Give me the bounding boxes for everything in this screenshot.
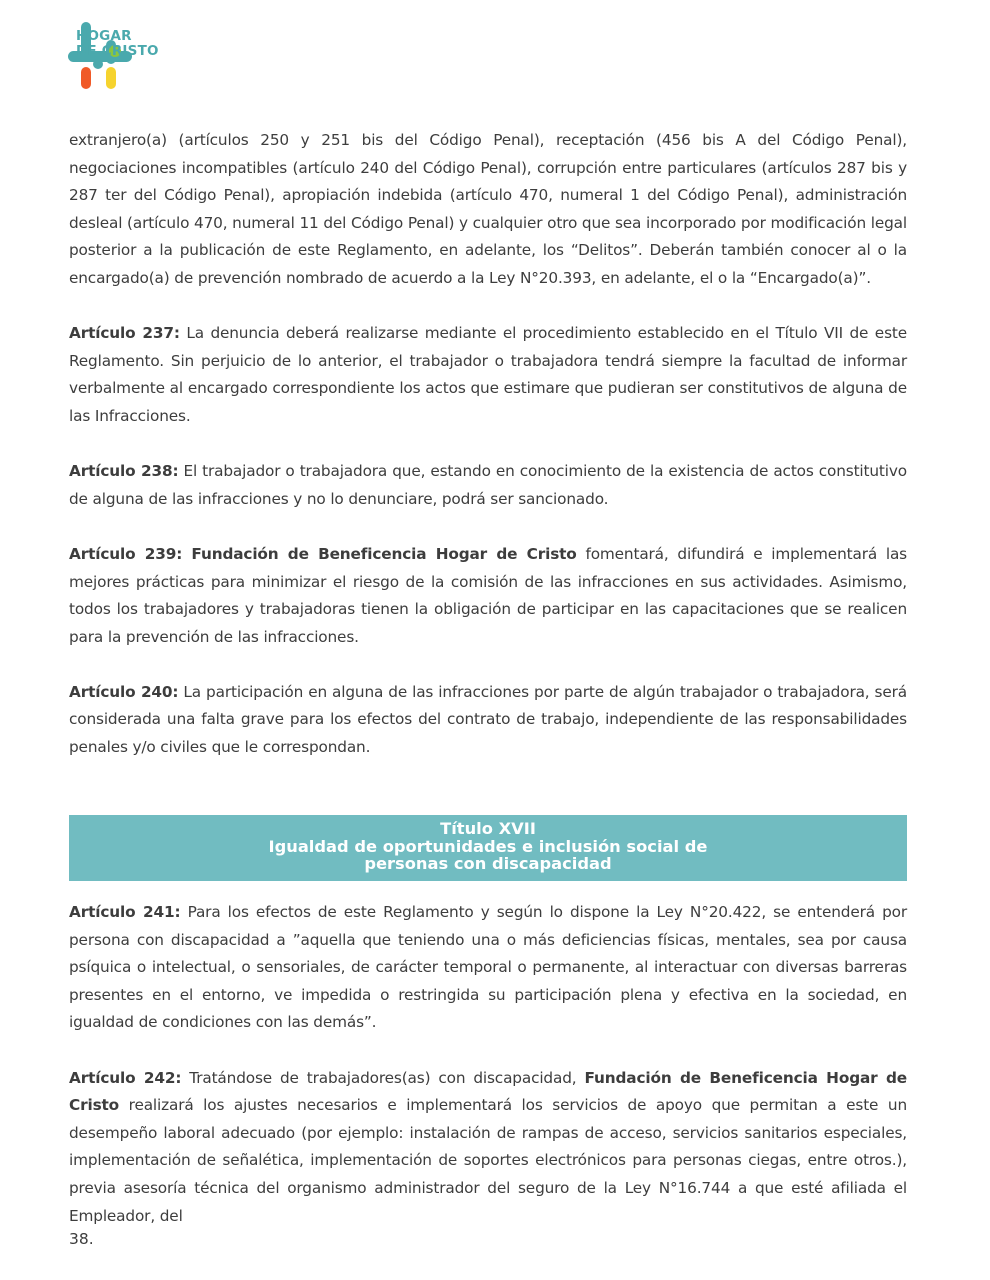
article-text: Para los efectos de este Reglamento y según lo dispone la Ley N°20.422, se entenderá por persona con discapacidad a ”aquella que teniendo una o más deficiencias físicas, mentales, sea por causa psíquica o intelectual, o sensoriales, de carácter temporal o permanente, al interactuar con diversas barreras presentes en el entorno, ve impedida o restringida su participación plena y efectiva en la sociedad, en igualdad de condiciones con las demás”. — [69, 903, 907, 1032]
article-label: Artículo 237: — [69, 324, 180, 343]
article-label: Artículo 239: Fundación de Beneficencia Hogar de Cristo — [69, 544, 577, 563]
article-239 — [69, 541, 907, 651]
article-text: La participación en alguna de las infracciones por parte de algún trabajador o trabajadora, será considerada una falta grave para los efectos del contrato de trabajo, independiente de las responsabilidades penales y/o civiles que le correspondan. — [69, 682, 907, 757]
title-line-2: Igualdad de oportunidades e inclusión social de — [268, 836, 708, 856]
title-number: Título XVII — [440, 819, 536, 838]
article-label: Artículo 240: — [69, 682, 179, 701]
article-242 — [69, 1065, 907, 1231]
article-label: Artículo 241: — [69, 903, 181, 921]
article-text: Tratándose de trabajadores(as) con discapacidad, — [181, 1068, 585, 1087]
title-line-3: personas con discapacidad — [364, 854, 612, 874]
article-text: extranjero(a) (artículos 250 y 251 bis del Código Penal), receptación (456 bis A del Código Penal), negociaciones incompatibles (artículo 240 del Código Penal), corrupción entre particulares (artículos 287 bis y 287 ter del Código Penal), apropiación indebida (artículo 470, numeral 1 del Código Penal), administración desleal (artículo 470, numeral 11 del Código Penal) y cualquier otro que sea incorporado por modificación legal posterior a la publicación de este Reglamento, en adelante, los “Delitos”. Deberán también conocer al o la encargado(a) de prevención nombrado de acuerdo a la Ley N°20.393, en adelante, el o la “Encargado(a)”. — [69, 131, 907, 287]
article-text: La denuncia deberá realizarse mediante el procedimiento establecido en el Título VII de este Reglamento. Sin perjuicio de lo anterior, el trabajador o trabajadora tendrá siempre la facultad de informar verbalmente al encargado correspondiente los actos que estimare que pudieran ser constitutivos de alguna de las Infracciones. — [69, 324, 908, 425]
article-label: Artículo 242: — [69, 1068, 182, 1087]
article-237 — [69, 320, 907, 430]
article-text: El trabajador o trabajadora que, estando en conocimiento de la existencia de actos constitutivo de alguna de las infracciones y no lo denunciare, podrá ser sancionado. — [69, 462, 907, 508]
article-text: fomentará, difundirá e implementará las mejores prácticas para minimizar el riesgo de la comisión de las infracciones en sus actividades. Asimismo, todos los trabajadores y trabajadoras tienen la obligación de participar en las capacitaciones que se realicen para la prevención de las infracciones. — [69, 544, 907, 646]
page-number: 38. — [69, 1230, 94, 1248]
paragraph-intro — [69, 127, 907, 293]
article-240 — [69, 679, 907, 762]
body-text-bottom — [69, 899, 907, 1230]
article-241 — [69, 899, 907, 1037]
body-text-top — [69, 127, 907, 762]
brand-line-2: DE CRISTO — [76, 43, 159, 59]
organization-name: Fundación de Beneficencia Hogar de Cristo — [69, 1068, 907, 1115]
article-label: Artículo 238: — [69, 462, 179, 481]
brand-name — [76, 29, 159, 59]
article-238 — [69, 458, 907, 513]
brand-line-1: HOGAR — [76, 28, 132, 44]
section-title-box — [69, 815, 907, 881]
article-text-continued: realizará los ajustes necesarios e implementará los servicios de apoyo que permitan a este un desempeño laboral adecuado (por ejemplo: instalación de rampas de acceso, servicios sanitarios especiales, implementación de señalética, implementación de soportes electrónicos para personas ciegas, entre otros.), previa asesoría técnica del organismo administrador del seguro de la Ley N°16.744 a que esté afiliada el Empleador, del — [69, 1096, 907, 1225]
